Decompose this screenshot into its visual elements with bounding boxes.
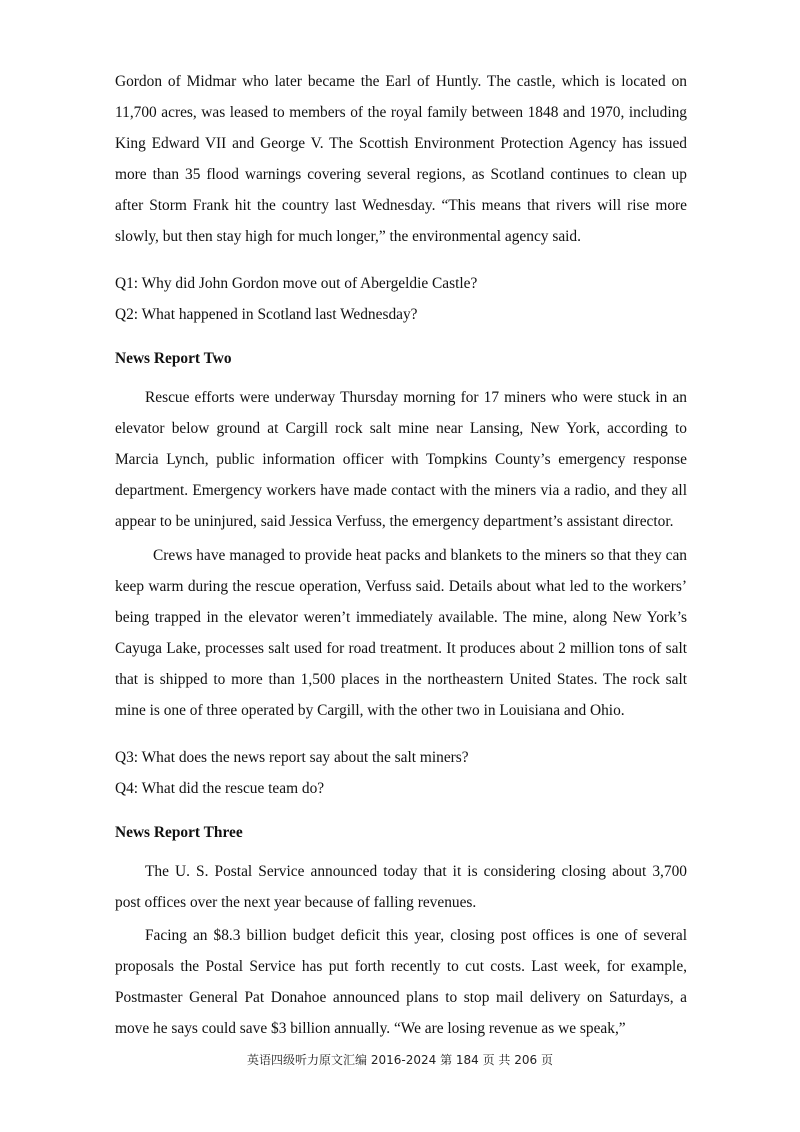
report-three-heading: News Report Three xyxy=(115,824,243,841)
report-three-paragraph-2: Facing an $8.3 billion budget deficit this year, closing post offices is one of several proposals the Postal Service has put forth recently to cut costs. Last week, for example, Postmaster General Pat Donahoe announced plans to stop mail delivery on Saturdays, a move he says could save $3 billion annually. “We are losing revenue as we speak,” xyxy=(115,927,687,1037)
document-page xyxy=(115,66,687,1044)
report-two-questions xyxy=(115,742,687,804)
question-1: Q1: Why did John Gordon move out of Abergeldie Castle? xyxy=(115,275,478,292)
page-footer: 英语四级听力原文汇编 2016-2024 第 184 页 共 206 页 xyxy=(247,1053,553,1067)
report-three-paragraph-1: The U. S. Postal Service announced today that it is considering closing about 3,700 post offices over the next year because of falling revenues. xyxy=(115,863,687,911)
question-3: Q3: What does the news report say about the salt miners? xyxy=(115,749,469,766)
report-one-paragraph: Gordon of Midmar who later became the Earl of Huntly. The castle, which is located on 11,700 acres, was leased to members of the royal family between 1848 and 1970, including King Edward VII and George V. The Scottish Environment Protection Agency has issued more than 35 flood warnings covering several regions, as Scotland continues to clean up after Storm Frank hit the country last Wednesday. “This means that rivers will rise more slowly, but then stay high for much longer,” the environmental agency said. xyxy=(115,73,687,245)
report-one-questions xyxy=(115,268,687,330)
report-two-paragraph-2: Crews have managed to provide heat packs and blankets to the miners so that they can keep warm during the rescue operation, Verfuss said. Details about what led to the workers’ being trapped in the elevator weren’t immediately available. The mine, along New York’s Cayuga Lake, processes salt used for road treatment. It produces about 2 million tons of salt that is shipped to more than 1,500 places in the northeastern United States. The rock salt mine is one of three operated by Cargill, with the other two in Louisiana and Ohio. xyxy=(115,547,687,719)
report-two-paragraph-1: Rescue efforts were underway Thursday morning for 17 miners who were stuck in an elevator below ground at Cargill rock salt mine near Lansing, New York, according to Marcia Lynch, public information officer with Tompkins County’s emergency response department. Emergency workers have made contact with the miners via a radio, and they all appear to be uninjured, said Jessica Verfuss, the emergency department’s assistant director. xyxy=(115,389,687,530)
report-two-heading: News Report Two xyxy=(115,350,232,367)
report-two-section xyxy=(115,349,687,804)
report-three-section xyxy=(115,823,687,1044)
question-2: Q2: What happened in Scotland last Wednesday? xyxy=(115,306,418,323)
question-4: Q4: What did the rescue team do? xyxy=(115,780,325,797)
